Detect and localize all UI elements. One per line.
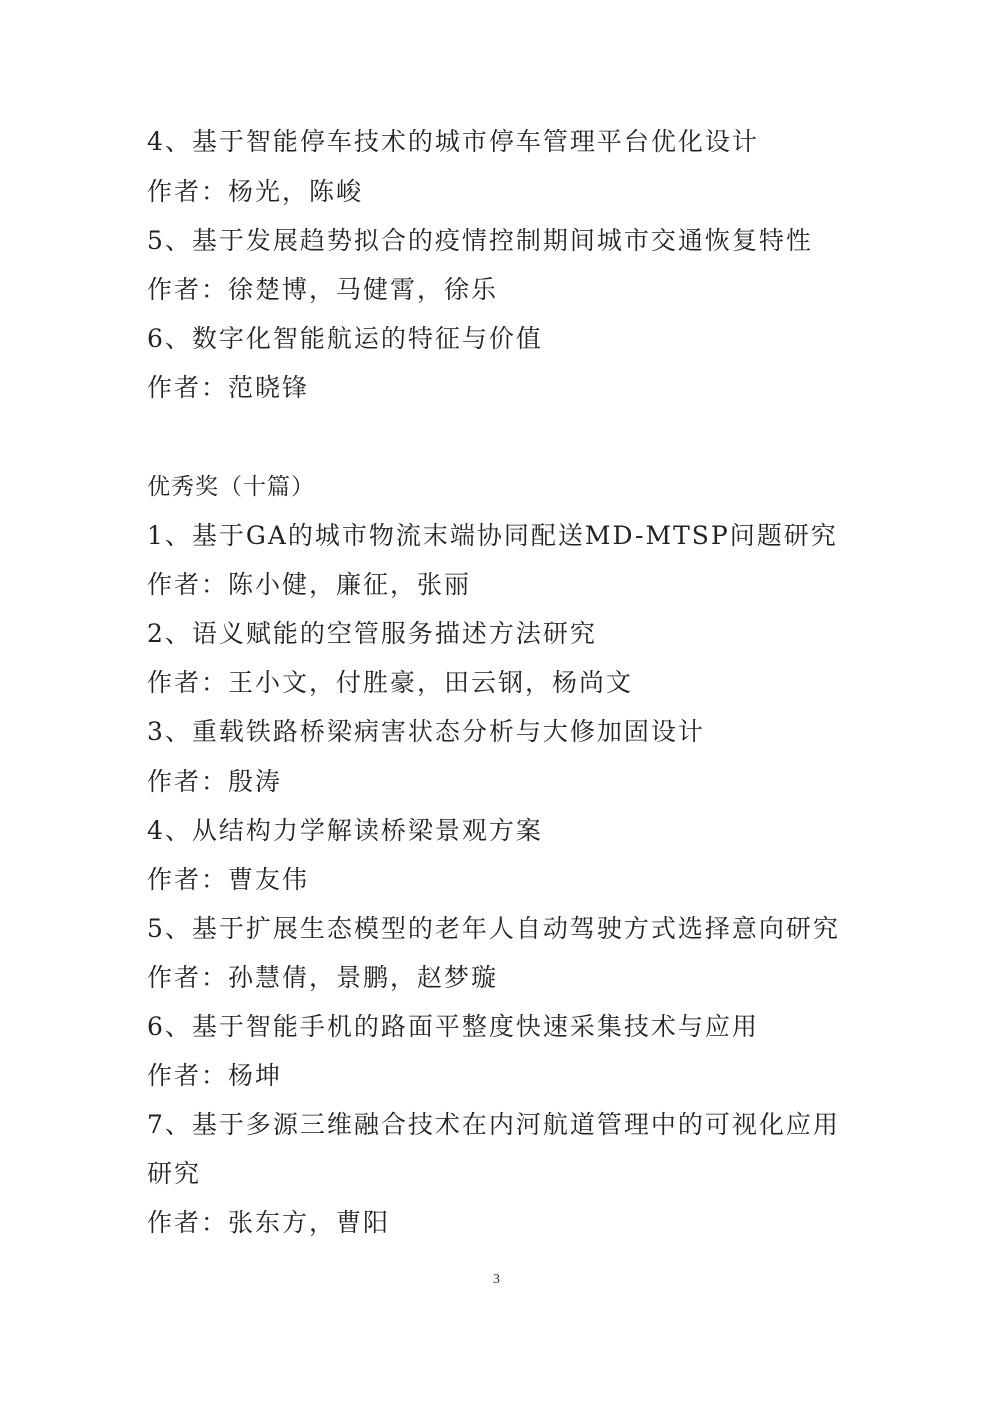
entry-authors: 作者：殷涛 (147, 767, 283, 796)
entry-title: 6、基于智能手机的路面平整度快速采集技术与应用 (147, 1012, 759, 1041)
entry-authors: 作者：孙慧倩，景鹏，赵梦璇 (147, 963, 499, 992)
entry-title-continuation: 研究 (147, 1159, 202, 1188)
entry-title: 7、基于多源三维融合技术在内河航道管理中的可视化应用 (147, 1110, 840, 1139)
entry-authors: 作者：王小文，付胜豪，田云钢，杨尚文 (147, 668, 634, 697)
section-heading: 优秀奖（十篇） (147, 474, 315, 500)
entry-title: 5、基于发展趋势拟合的疫情控制期间城市交通恢复特性 (147, 226, 813, 255)
entry-title: 2、语义赋能的空管服务描述方法研究 (147, 619, 597, 648)
entry-authors: 作者：杨坤 (147, 1061, 283, 1090)
entry-title: 4、从结构力学解读桥梁景观方案 (147, 816, 543, 845)
entry-authors: 作者：范晓锋 (147, 373, 310, 402)
entry-authors: 作者：陈小健，廉征，张丽 (147, 570, 472, 599)
entry-title: 1、基于GA的城市物流末端协同配送MD-MTSP问题研究 (147, 521, 838, 550)
entry-authors: 作者：徐楚博，马健霄，徐乐 (147, 275, 499, 304)
entry-title: 4、基于智能停车技术的城市停车管理平台优化设计 (147, 127, 759, 156)
entry-authors: 作者：曹友伟 (147, 865, 310, 894)
page-number: 3 (493, 1272, 500, 1287)
entry-title: 5、基于扩展生态模型的老年人自动驾驶方式选择意向研究 (147, 914, 840, 943)
entry-title: 3、重载铁路桥梁病害状态分析与大修加固设计 (147, 717, 705, 746)
entry-authors: 作者：张东方，曹阳 (147, 1208, 391, 1237)
entry-title: 6、数字化智能航运的特征与价值 (147, 324, 543, 353)
entry-authors: 作者：杨光，陈峻 (147, 177, 364, 206)
